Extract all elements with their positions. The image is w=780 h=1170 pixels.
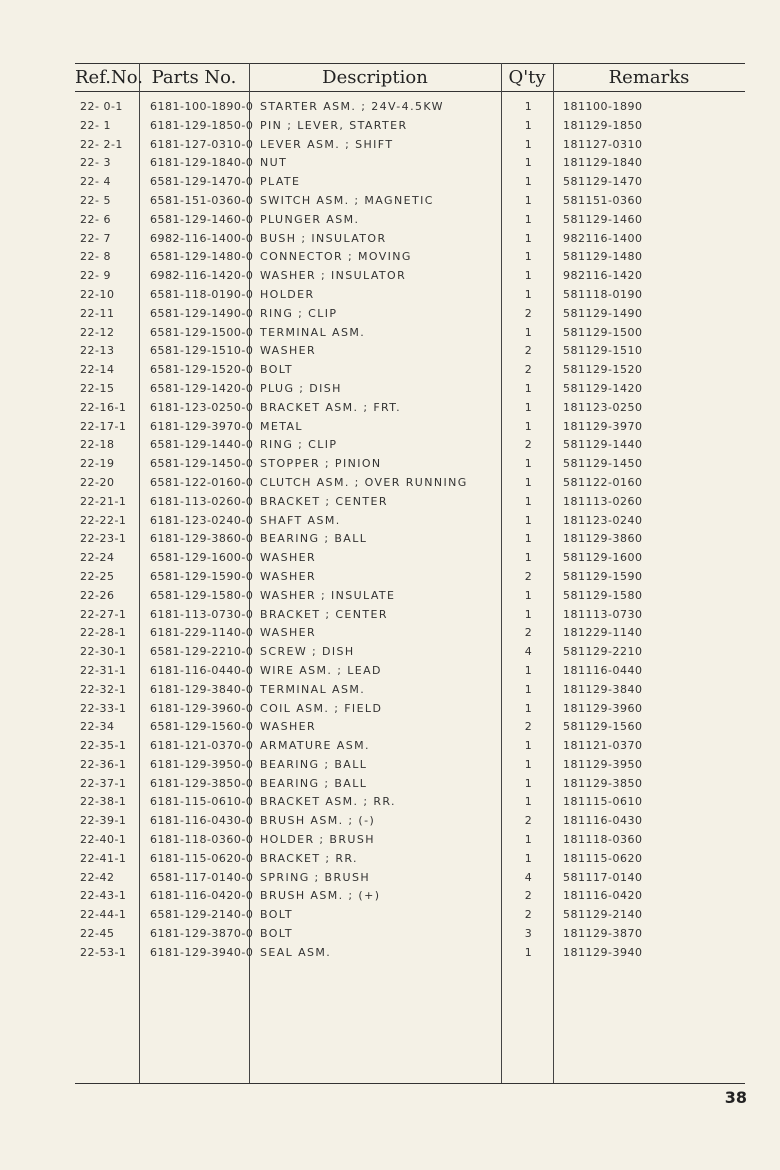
remarks-cell: 181121-0370 <box>563 739 643 753</box>
qty-cell: 1 <box>524 739 533 753</box>
header-remarks: Remarks <box>608 67 690 88</box>
qty-cell: 1 <box>524 175 533 189</box>
qty-cell: 1 <box>524 663 533 677</box>
table-row <box>0 549 780 568</box>
qty-cell: 1 <box>524 494 533 508</box>
parts-no-cell: 6982-116-1400-0 <box>150 231 254 245</box>
table-row <box>0 925 780 944</box>
description-cell: PLUG ; DISH <box>260 381 342 395</box>
qty-cell: 2 <box>524 569 533 583</box>
qty-cell: 2 <box>524 720 533 734</box>
qty-cell: 1 <box>524 513 533 527</box>
ref-no-cell: 22-33-1 <box>80 701 127 715</box>
description-cell: STOPPER ; PINION <box>260 457 382 471</box>
description-cell: HOLDER ; BRUSH <box>260 833 375 847</box>
qty-cell: 1 <box>524 776 533 790</box>
remarks-cell: 181116-0430 <box>563 814 643 828</box>
remarks-cell: 581129-1490 <box>563 306 643 320</box>
description-cell: BOLT <box>260 927 293 941</box>
remarks-cell: 181229-1140 <box>563 626 643 640</box>
parts-no-cell: 6181-123-0250-0 <box>150 400 254 414</box>
ref-no-cell: 22-40-1 <box>80 833 127 847</box>
table-row <box>0 399 780 418</box>
qty-cell: 1 <box>524 231 533 245</box>
description-cell: SHAFT ASM. <box>260 513 341 527</box>
description-cell: COIL ASM. ; FIELD <box>260 701 383 715</box>
parts-no-cell: 6982-116-1420-0 <box>150 269 254 283</box>
description-cell: BRUSH ASM. ; (-) <box>260 814 376 828</box>
parts-no-cell: 6181-129-3940-0 <box>150 945 254 959</box>
table-row <box>0 944 780 963</box>
remarks-cell: 181123-0240 <box>563 513 643 527</box>
remarks-cell: 181129-1850 <box>563 118 643 132</box>
parts-no-cell: 6581-117-0140-0 <box>150 870 254 884</box>
parts-no-cell: 6181-100-1890-0 <box>150 100 254 113</box>
qty-cell: 1 <box>524 757 533 771</box>
description-cell: BRACKET ASM. ; FRT. <box>260 400 402 414</box>
table-row <box>0 906 780 925</box>
remarks-cell: 581122-0160 <box>563 475 643 489</box>
description-cell: BRUSH ASM. ; (+) <box>260 889 381 903</box>
table-row <box>0 380 780 399</box>
table-row <box>0 98 780 117</box>
table-row <box>0 361 780 380</box>
description-cell: BOLT <box>260 908 293 922</box>
ref-no-cell: 22-16-1 <box>80 400 127 414</box>
ref-no-cell: 22-32-1 <box>80 682 127 696</box>
remarks-cell: 581129-1440 <box>563 438 643 452</box>
description-cell: BOLT <box>260 363 293 377</box>
remarks-cell: 581118-0190 <box>563 287 643 301</box>
table-row <box>0 248 780 267</box>
ref-no-cell: 22- 1 <box>80 118 111 132</box>
qty-cell: 2 <box>524 363 533 377</box>
parts-no-cell: 6581-122-0160-0 <box>150 475 254 489</box>
table-row <box>0 342 780 361</box>
qty-cell: 1 <box>524 400 533 414</box>
qty-cell: 1 <box>524 682 533 696</box>
ref-no-cell: 22- 6 <box>80 212 111 226</box>
header-description: Description <box>322 67 428 88</box>
parts-no-cell: 6181-129-1850-0 <box>150 118 254 132</box>
remarks-cell: 581129-1450 <box>563 457 643 471</box>
parts-no-cell: 6581-129-2210-0 <box>150 645 254 659</box>
remarks-cell: 181113-0730 <box>563 607 643 621</box>
remarks-cell: 181127-0310 <box>563 137 643 151</box>
parts-no-cell: 6181-113-0260-0 <box>150 494 254 508</box>
ref-no-cell: 22-17-1 <box>80 419 127 433</box>
qty-cell: 1 <box>524 156 533 170</box>
description-cell: WASHER <box>260 569 317 583</box>
ref-no-cell: 22- 0-1 <box>80 100 123 113</box>
qty-cell: 1 <box>524 457 533 471</box>
description-cell: WASHER <box>260 344 317 358</box>
ref-no-cell: 22-26 <box>80 588 115 602</box>
qty-cell: 1 <box>524 551 533 565</box>
parts-no-cell: 6181-129-3950-0 <box>150 757 254 771</box>
description-cell: BEARING ; BALL <box>260 757 368 771</box>
ref-no-cell: 22-12 <box>80 325 115 339</box>
parts-no-cell: 6581-129-1490-0 <box>150 306 254 320</box>
ref-no-cell: 22-19 <box>80 457 115 471</box>
ref-no-cell: 22-37-1 <box>80 776 127 790</box>
remarks-cell: 181129-3970 <box>563 419 643 433</box>
description-cell: TERMINAL ASM. <box>260 682 366 696</box>
remarks-cell: 581129-1480 <box>563 250 643 264</box>
qty-cell: 1 <box>524 287 533 301</box>
ref-no-cell: 22- 2-1 <box>80 137 123 151</box>
parts-no-cell: 6181-129-3850-0 <box>150 776 254 790</box>
table-row <box>0 887 780 906</box>
description-cell: WIRE ASM. ; LEAD <box>260 663 382 677</box>
table-row <box>0 455 780 474</box>
description-cell: BRACKET ; CENTER <box>260 607 388 621</box>
ref-no-cell: 22-38-1 <box>80 795 127 809</box>
parts-no-cell: 6581-118-0190-0 <box>150 287 254 301</box>
description-cell: LEVER ASM. ; SHIFT <box>260 137 394 151</box>
parts-no-cell: 6581-129-1470-0 <box>150 175 254 189</box>
table-row <box>0 756 780 775</box>
ref-no-cell: 22-36-1 <box>80 757 127 771</box>
header-ref-no: Ref.No. <box>75 67 143 88</box>
qty-cell: 4 <box>524 870 533 884</box>
ref-no-cell: 22-43-1 <box>80 889 127 903</box>
ref-no-cell: 22- 8 <box>80 250 111 264</box>
description-cell: METAL <box>260 419 303 433</box>
remarks-cell: 181116-0440 <box>563 663 643 677</box>
remarks-cell: 581129-2140 <box>563 908 643 922</box>
qty-cell: 1 <box>524 532 533 546</box>
remarks-cell: 181129-3960 <box>563 701 643 715</box>
table-row <box>0 624 780 643</box>
parts-table-body <box>0 98 780 963</box>
remarks-cell: 581129-1600 <box>563 551 643 565</box>
remarks-cell: 581129-1500 <box>563 325 643 339</box>
description-cell: SCREW ; DISH <box>260 645 355 659</box>
parts-no-cell: 6581-129-1510-0 <box>150 344 254 358</box>
qty-cell: 1 <box>524 833 533 847</box>
ref-no-cell: 22- 3 <box>80 156 111 170</box>
parts-no-cell: 6581-129-1520-0 <box>150 363 254 377</box>
description-cell: WASHER <box>260 551 317 565</box>
description-cell: RING ; CLIP <box>260 306 338 320</box>
description-cell: CLUTCH ASM. ; OVER RUNNING <box>260 475 468 489</box>
ref-no-cell: 22-22-1 <box>80 513 127 527</box>
qty-cell: 3 <box>524 927 533 941</box>
parts-no-cell: 6581-129-1600-0 <box>150 551 254 565</box>
remarks-cell: 181129-3860 <box>563 532 643 546</box>
remarks-cell: 581117-0140 <box>563 870 643 884</box>
parts-no-cell: 6181-115-0610-0 <box>150 795 254 809</box>
remarks-cell: 181115-0610 <box>563 795 643 809</box>
table-row <box>0 267 780 286</box>
ref-no-cell: 22-53-1 <box>80 945 127 959</box>
ref-no-cell: 22-27-1 <box>80 607 127 621</box>
table-row <box>0 568 780 587</box>
table-row <box>0 305 780 324</box>
ref-no-cell: 22- 9 <box>80 269 111 283</box>
qty-cell: 2 <box>524 889 533 903</box>
ref-no-cell: 22-45 <box>80 927 115 941</box>
table-row <box>0 530 780 549</box>
ref-no-cell: 22-25 <box>80 569 115 583</box>
table-row <box>0 192 780 211</box>
table-row <box>0 700 780 719</box>
remarks-cell: 581129-1470 <box>563 175 643 189</box>
qty-cell: 1 <box>524 475 533 489</box>
description-cell: WASHER ; INSULATE <box>260 588 396 602</box>
parts-no-cell: 6581-129-1480-0 <box>150 250 254 264</box>
ref-no-cell: 22-28-1 <box>80 626 127 640</box>
qty-cell: 1 <box>524 118 533 132</box>
qty-cell: 2 <box>524 306 533 320</box>
ref-no-cell: 22-30-1 <box>80 645 127 659</box>
parts-no-cell: 6181-127-0310-0 <box>150 137 254 151</box>
qty-cell: 2 <box>524 814 533 828</box>
remarks-cell: 181129-3840 <box>563 682 643 696</box>
qty-cell: 1 <box>524 588 533 602</box>
remarks-cell: 181100-1890 <box>563 100 643 113</box>
ref-no-cell: 22-44-1 <box>80 908 127 922</box>
remarks-cell: 181129-3850 <box>563 776 643 790</box>
description-cell: BRACKET ; RR. <box>260 851 358 865</box>
table-row <box>0 493 780 512</box>
parts-no-cell: 6181-113-0730-0 <box>150 607 254 621</box>
remarks-cell: 181129-3950 <box>563 757 643 771</box>
qty-cell: 1 <box>524 945 533 959</box>
parts-no-cell: 6581-129-1460-0 <box>150 212 254 226</box>
description-cell: NUT <box>260 156 288 170</box>
parts-no-cell: 6181-129-3970-0 <box>150 419 254 433</box>
qty-cell: 1 <box>524 851 533 865</box>
qty-cell: 2 <box>524 344 533 358</box>
remarks-cell: 982116-1400 <box>563 231 643 245</box>
table-row <box>0 418 780 437</box>
description-cell: BRACKET ASM. ; RR. <box>260 795 396 809</box>
description-cell: CONNECTOR ; MOVING <box>260 250 412 264</box>
header-qty: Q'ty <box>508 67 546 88</box>
description-cell: RING ; CLIP <box>260 438 338 452</box>
remarks-cell: 581129-2210 <box>563 645 643 659</box>
remarks-cell: 181113-0260 <box>563 494 643 508</box>
description-cell: PLUNGER ASM. <box>260 212 360 226</box>
parts-no-cell: 6181-129-1840-0 <box>150 156 254 170</box>
ref-no-cell: 22-18 <box>80 438 115 452</box>
table-row <box>0 718 780 737</box>
page-number: 38 <box>724 1088 747 1107</box>
ref-no-cell: 22-21-1 <box>80 494 127 508</box>
ref-no-cell: 22-13 <box>80 344 115 358</box>
remarks-cell: 581151-0360 <box>563 193 643 207</box>
table-row <box>0 474 780 493</box>
table-row <box>0 512 780 531</box>
parts-no-cell: 6581-129-1560-0 <box>150 720 254 734</box>
table-row <box>0 812 780 831</box>
remarks-cell: 581129-1590 <box>563 569 643 583</box>
parts-no-cell: 6581-129-1580-0 <box>150 588 254 602</box>
table-row <box>0 793 780 812</box>
parts-no-cell: 6181-116-0420-0 <box>150 889 254 903</box>
qty-cell: 1 <box>524 381 533 395</box>
parts-no-cell: 6181-129-3870-0 <box>150 927 254 941</box>
table-row <box>0 117 780 136</box>
parts-no-cell: 6581-129-2140-0 <box>150 908 254 922</box>
table-row <box>0 681 780 700</box>
table-bottom-rule <box>75 1083 745 1084</box>
table-row <box>0 643 780 662</box>
ref-no-cell: 22-23-1 <box>80 532 127 546</box>
qty-cell: 1 <box>524 193 533 207</box>
remarks-cell: 581129-1420 <box>563 381 643 395</box>
description-cell: HOLDER <box>260 287 315 301</box>
parts-no-cell: 6181-123-0240-0 <box>150 513 254 527</box>
remarks-cell: 181115-0620 <box>563 851 643 865</box>
remarks-cell: 181118-0360 <box>563 833 643 847</box>
remarks-cell: 581129-1460 <box>563 212 643 226</box>
remarks-cell: 581129-1580 <box>563 588 643 602</box>
qty-cell: 1 <box>524 325 533 339</box>
qty-cell: 1 <box>524 701 533 715</box>
remarks-cell: 181129-1840 <box>563 156 643 170</box>
remarks-cell: 581129-1520 <box>563 363 643 377</box>
parts-no-cell: 6181-129-3960-0 <box>150 701 254 715</box>
table-row <box>0 587 780 606</box>
ref-no-cell: 22-14 <box>80 363 115 377</box>
table-row <box>0 775 780 794</box>
description-cell: SEAL ASM. <box>260 945 332 959</box>
ref-no-cell: 22-20 <box>80 475 115 489</box>
table-row <box>0 850 780 869</box>
table-row <box>0 211 780 230</box>
parts-no-cell: 6581-129-1500-0 <box>150 325 254 339</box>
table-row <box>0 831 780 850</box>
description-cell: TERMINAL ASM. <box>260 325 366 339</box>
ref-no-cell: 22-42 <box>80 870 115 884</box>
parts-no-cell: 6181-229-1140-0 <box>150 626 254 640</box>
parts-no-cell: 6181-129-3840-0 <box>150 682 254 696</box>
remarks-cell: 181129-3940 <box>563 945 643 959</box>
table-row <box>0 154 780 173</box>
description-cell: STARTER ASM. ; 24V-4.5KW <box>260 100 444 113</box>
header-parts-no: Parts No. <box>151 67 237 88</box>
header-bottom-rule <box>75 91 745 92</box>
parts-no-cell: 6181-116-0430-0 <box>150 814 254 828</box>
qty-cell: 1 <box>524 100 533 113</box>
remarks-cell: 581129-1560 <box>563 720 643 734</box>
ref-no-cell: 22-24 <box>80 551 115 565</box>
parts-no-cell: 6581-129-1440-0 <box>150 438 254 452</box>
table-row <box>0 136 780 155</box>
description-cell: BRACKET ; CENTER <box>260 494 388 508</box>
description-cell: ARMATURE ASM. <box>260 739 370 753</box>
ref-no-cell: 22-35-1 <box>80 739 127 753</box>
table-row <box>0 173 780 192</box>
remarks-cell: 982116-1420 <box>563 269 643 283</box>
description-cell: PLATE <box>260 175 301 189</box>
ref-no-cell: 22-11 <box>80 306 115 320</box>
parts-no-cell: 6581-129-1590-0 <box>150 569 254 583</box>
table-row <box>0 436 780 455</box>
ref-no-cell: 22- 4 <box>80 175 111 189</box>
ref-no-cell: 22-34 <box>80 720 115 734</box>
qty-cell: 2 <box>524 908 533 922</box>
qty-cell: 1 <box>524 269 533 283</box>
table-row <box>0 737 780 756</box>
qty-cell: 4 <box>524 645 533 659</box>
remarks-cell: 181123-0250 <box>563 400 643 414</box>
qty-cell: 1 <box>524 212 533 226</box>
qty-cell: 1 <box>524 419 533 433</box>
parts-no-cell: 6581-129-1450-0 <box>150 457 254 471</box>
qty-cell: 2 <box>524 438 533 452</box>
remarks-cell: 581129-1510 <box>563 344 643 358</box>
description-cell: WASHER <box>260 720 317 734</box>
ref-no-cell: 22-41-1 <box>80 851 127 865</box>
remarks-cell: 181129-3870 <box>563 927 643 941</box>
ref-no-cell: 22-10 <box>80 287 115 301</box>
description-cell: SPRING ; BRUSH <box>260 870 371 884</box>
table-row <box>0 662 780 681</box>
parts-no-cell: 6181-121-0370-0 <box>150 739 254 753</box>
table-row <box>0 606 780 625</box>
ref-no-cell: 22- 5 <box>80 193 111 207</box>
table-row <box>0 230 780 249</box>
parts-no-cell: 6181-115-0620-0 <box>150 851 254 865</box>
description-cell: PIN ; LEVER, STARTER <box>260 118 408 132</box>
table-row <box>0 869 780 888</box>
remarks-cell: 181116-0420 <box>563 889 643 903</box>
table-row <box>0 286 780 305</box>
description-cell: BEARING ; BALL <box>260 776 368 790</box>
description-cell: WASHER <box>260 626 317 640</box>
ref-no-cell: 22-39-1 <box>80 814 127 828</box>
qty-cell: 1 <box>524 607 533 621</box>
parts-no-cell: 6181-129-3860-0 <box>150 532 254 546</box>
ref-no-cell: 22-31-1 <box>80 663 127 677</box>
ref-no-cell: 22- 7 <box>80 231 111 245</box>
parts-no-cell: 6581-151-0360-0 <box>150 193 254 207</box>
qty-cell: 1 <box>524 795 533 809</box>
qty-cell: 2 <box>524 626 533 640</box>
qty-cell: 1 <box>524 137 533 151</box>
description-cell: BUSH ; INSULATOR <box>260 231 387 245</box>
parts-no-cell: 6581-129-1420-0 <box>150 381 254 395</box>
description-cell: BEARING ; BALL <box>260 532 368 546</box>
qty-cell: 1 <box>524 250 533 264</box>
description-cell: SWITCH ASM. ; MAGNETIC <box>260 193 434 207</box>
parts-no-cell: 6181-118-0360-0 <box>150 833 254 847</box>
description-cell: WASHER ; INSULATOR <box>260 269 407 283</box>
ref-no-cell: 22-15 <box>80 381 115 395</box>
table-row <box>0 324 780 343</box>
parts-no-cell: 6181-116-0440-0 <box>150 663 254 677</box>
